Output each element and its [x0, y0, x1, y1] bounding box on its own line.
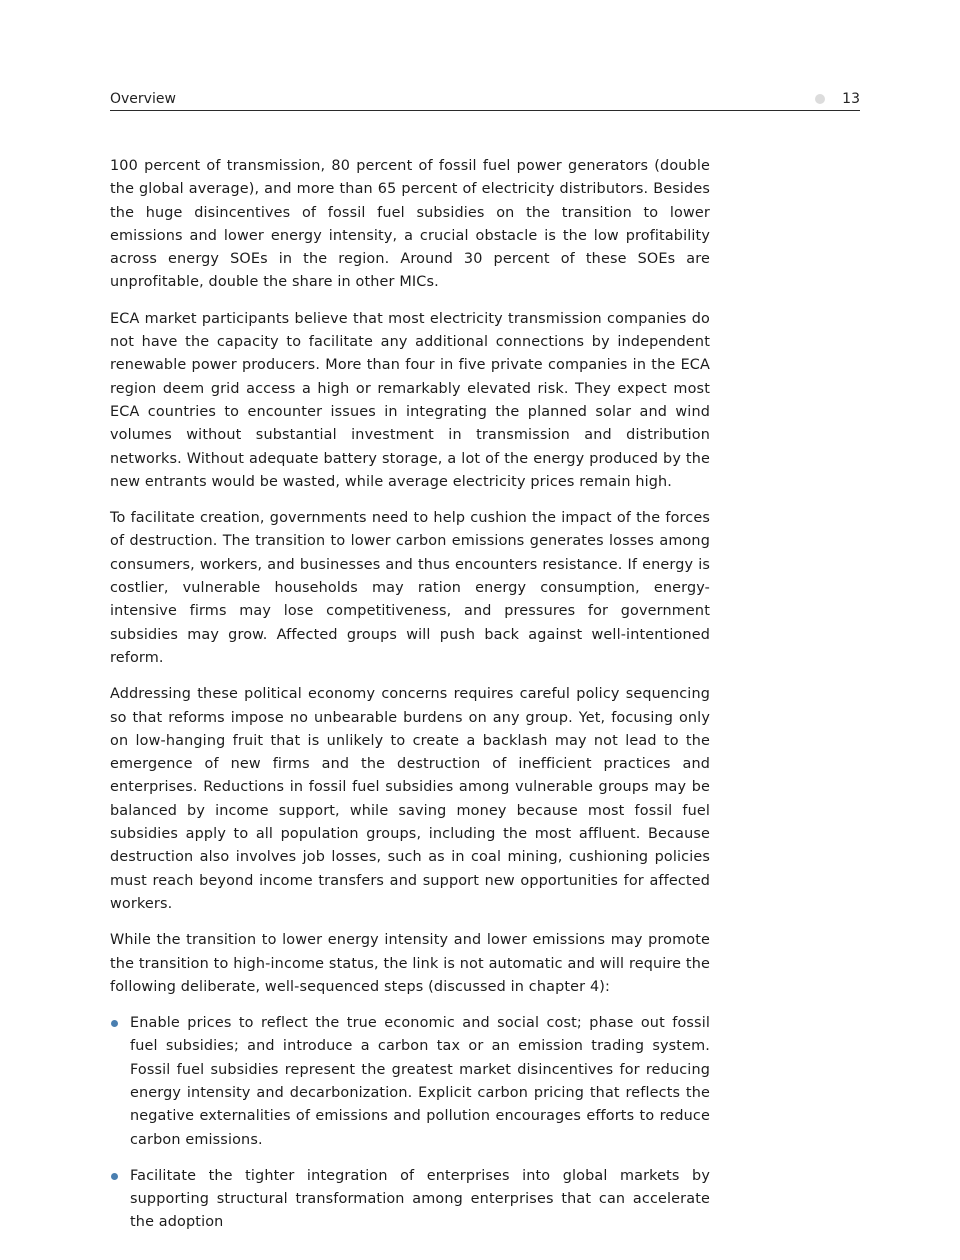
- bullet-text: Enable prices to reflect the true economic and social cost; phase out fossil fuel subsidies; and introduce a carbon tax or an emission trading system. Fossil fuel subsidies represent the greatest market disincentives for reducing energy intensity and decarbonization. Explicit carbon pricing that reflects the negative externalities of emissions and pollution encourages efforts to reduce carbon emissions.: [130, 1015, 710, 1148]
- bullet-item: [110, 1165, 710, 1235]
- bullet-text: Facilitate the tighter integration of enterprises into global markets by supporting structural transformation among enterprises that can accelerate the adoption: [130, 1167, 710, 1231]
- body-text: [110, 155, 710, 1248]
- paragraph: While the transition to lower energy intensity and lower emissions may promote the transition to high-income status, the link is not automatic and will require the following deliberate, well-sequenced steps (discussed in chapter 4):: [110, 932, 710, 995]
- paragraph: Addressing these political economy concerns requires careful policy sequencing so that reforms impose no unbearable burdens on any group. Yet, focusing only on low-hanging fruit that is unlikely to create a backlash may not lead to the emergence of new firms and the destruction of inefficient practices and enterprises. Reductions in fossil fuel subsidies among vulnerable groups may be balanced by income support, while saving money because most fossil fuel subsidies apply to all population groups, including the most affluent. Because destruction also involves job losses, such as in coal mining, cushioning policies must reach beyond income transfers and support new opportunities for affected workers.: [110, 686, 710, 912]
- paragraph: To facilitate creation, governments need to help cushion the impact of the forces of destruction. The transition to lower carbon emissions generates losses among consumers, workers, and businesses and thus encounters resistance. If energy is costlier, vulnerable households may ration energy consumption, energy-intensive firms may lose competitiveness, and pressures for government subsidies may grow. Affected groups will push back against well-intentioned reform.: [110, 510, 710, 666]
- page-marker-dot: [815, 94, 825, 104]
- header-title: Overview: [110, 91, 176, 107]
- bullet-item: [110, 1012, 710, 1152]
- page-number: 13: [842, 91, 860, 107]
- bullet-icon: [111, 1173, 118, 1180]
- paragraph: ECA market participants believe that most electricity transmission companies do not have the capacity to facilitate any additional connections by independent renewable power producers. More than four in five private companies in the ECA region deem grid access a high or remarkably elevated risk. They expect most ECA countries to encounter issues in integrating the planned solar and wind volumes without substantial investment in transmission and distribution networks. Without adequate battery storage, a lot of the energy produced by the new entrants would be wasted, while average electricity prices remain high.: [110, 310, 710, 490]
- header-page-info: [815, 90, 860, 108]
- bullet-icon: [111, 1020, 118, 1027]
- paragraph: 100 percent of transmission, 80 percent of fossil fuel power generators (double the global average), and more than 65 percent of electricity distributors. Besides the huge disincentives of fossil fuel subsidies on the transition to lower emissions and lower energy intensity, a crucial obstacle is the low profitability across energy SOEs in the region. Around 30 percent of these SOEs are unprofitable, double the share in other MICs.: [110, 158, 710, 291]
- bullet-list: [110, 1012, 710, 1235]
- running-header: [110, 90, 860, 111]
